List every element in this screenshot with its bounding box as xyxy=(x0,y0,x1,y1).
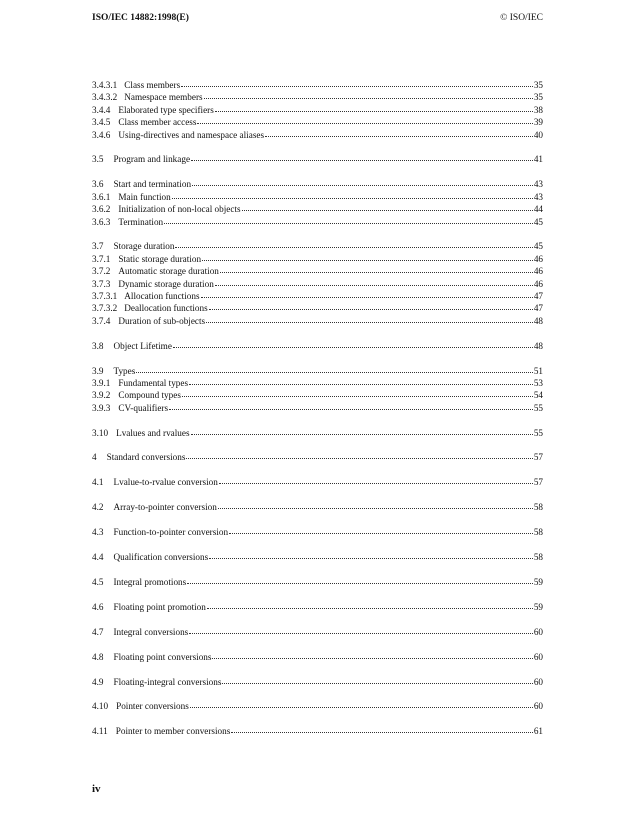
toc-leader-dots xyxy=(242,202,533,211)
toc-entry-page: 60 xyxy=(533,626,543,637)
toc-leader-dots xyxy=(220,264,533,273)
toc-entry-page: 60 xyxy=(533,651,543,662)
toc-entry-title: Elaborated type specifiers xyxy=(118,104,214,115)
toc-entry-title: Fundamental types xyxy=(118,377,189,388)
toc-leader-dots xyxy=(136,364,533,373)
toc-entry-page: 60 xyxy=(533,701,543,712)
toc-entry-title: Floating-integral conversions xyxy=(113,676,222,687)
toc-entry-page: 44 xyxy=(533,204,543,215)
toc-entry-page: 35 xyxy=(533,92,543,103)
toc-entry-page: 41 xyxy=(533,154,543,165)
toc-entry-title: Start and termination xyxy=(113,179,192,190)
toc-entry-title: Lvalues and rvalues xyxy=(116,427,190,438)
toc-entry-page: 39 xyxy=(533,117,543,128)
toc-entry-number: 3.7.1 xyxy=(92,253,111,264)
toc-entry-page: 43 xyxy=(533,191,543,202)
toc-entry-number: 3.7.2 xyxy=(92,266,111,277)
toc-entry-page: 59 xyxy=(533,601,543,612)
toc-leader-dots xyxy=(209,301,533,310)
toc-leader-dots xyxy=(191,426,533,435)
toc-entry-title: Floating point conversions xyxy=(113,651,212,662)
toc-entry[interactable] xyxy=(92,427,543,439)
toc-entry-page: 40 xyxy=(533,129,543,140)
toc-leader-dots xyxy=(201,289,533,298)
toc-entry[interactable] xyxy=(92,315,543,327)
toc-entry[interactable] xyxy=(92,476,543,488)
toc-entry-title: Dynamic storage duration xyxy=(118,278,214,289)
toc-entry-title: Allocation functions xyxy=(124,290,200,301)
toc-entry-number: 3.4.6 xyxy=(92,129,111,140)
toc-entry-title: Automatic storage duration xyxy=(118,266,219,277)
toc-entry-title: Class member access xyxy=(118,117,197,128)
toc-entry-number: 4.7 xyxy=(92,626,104,637)
toc-leader-dots xyxy=(182,388,533,397)
toc-entry-number: 4 xyxy=(92,452,97,463)
toc-entry-title: Storage duration xyxy=(113,241,175,252)
toc-entry-number: 3.4.5 xyxy=(92,117,111,128)
toc-leader-dots xyxy=(175,239,532,248)
toc-entry[interactable] xyxy=(92,601,543,613)
toc-entry-number: 3.8 xyxy=(92,340,104,351)
toc-entry[interactable] xyxy=(92,576,543,588)
toc-leader-dots xyxy=(164,215,533,224)
toc-entry[interactable] xyxy=(92,526,543,538)
toc-entry-number: 3.7.3.1 xyxy=(92,290,118,301)
toc-entry-page: 53 xyxy=(533,377,543,388)
toc-entry-title: Lvalue-to-rvalue conversion xyxy=(113,477,218,488)
toc-entry-number: 4.11 xyxy=(92,726,108,737)
toc-leader-dots xyxy=(204,90,533,99)
toc-leader-dots xyxy=(231,724,532,733)
toc-leader-dots xyxy=(222,675,532,684)
toc-entry-title: Compound types xyxy=(118,390,181,401)
toc-entry-number: 4.2 xyxy=(92,502,104,513)
toc-entry[interactable] xyxy=(92,402,543,414)
toc-entry-title: Using-directives and namespace aliases xyxy=(118,129,265,140)
toc-entry-title: Deallocation functions xyxy=(124,303,208,314)
toc-entry-title: Program and linkage xyxy=(113,154,191,165)
toc-leader-dots xyxy=(169,401,533,410)
toc-leader-dots xyxy=(186,450,532,459)
toc-entry-page: 61 xyxy=(533,726,543,737)
toc-entry[interactable] xyxy=(92,129,543,141)
toc-entry-title: Duration of sub-objects xyxy=(118,315,206,326)
toc-leader-dots xyxy=(209,550,533,559)
toc-leader-dots xyxy=(181,78,533,87)
toc-entry-title: Array-to-pointer conversion xyxy=(113,502,217,513)
toc-entry-page: 54 xyxy=(533,390,543,401)
toc-leader-dots xyxy=(202,252,533,261)
toc-entry-number: 3.7 xyxy=(92,241,104,252)
toc-entry-page: 58 xyxy=(533,527,543,538)
page-number: iv xyxy=(92,783,101,795)
toc-entry-number: 3.10 xyxy=(92,427,109,438)
toc-entry-title: Static storage duration xyxy=(118,253,202,264)
toc-entry-page: 48 xyxy=(533,340,543,351)
toc-entry-page: 55 xyxy=(533,427,543,438)
toc-entry-number: 3.4.3.1 xyxy=(92,80,118,90)
toc-entry-number: 3.7.3.2 xyxy=(92,303,118,314)
toc-entry-number: 3.5 xyxy=(92,154,104,165)
toc-entry-number: 3.7.4 xyxy=(92,315,111,326)
toc-entry-number: 3.9.1 xyxy=(92,377,111,388)
toc-entry[interactable] xyxy=(92,340,543,352)
toc-entry-title: Namespace members xyxy=(124,92,203,103)
toc-entry-title: Integral promotions xyxy=(113,576,187,587)
toc-entry-title: Function-to-pointer conversion xyxy=(113,527,229,538)
toc-entry-number: 3.9 xyxy=(92,365,104,376)
toc-entry-page: 58 xyxy=(533,552,543,563)
toc-entry-page: 47 xyxy=(533,290,543,301)
toc-entry-number: 4.3 xyxy=(92,527,104,538)
toc-entry[interactable] xyxy=(92,651,543,663)
toc-entry[interactable] xyxy=(92,700,543,712)
toc-entry[interactable] xyxy=(92,153,543,165)
toc-leader-dots xyxy=(191,152,533,161)
toc-leader-dots xyxy=(212,650,532,659)
toc-leader-dots xyxy=(197,115,532,124)
toc-entry-number: 3.6.1 xyxy=(92,191,111,202)
toc-entry-number: 3.6 xyxy=(92,179,104,190)
toc-entry-title: Integral conversions xyxy=(113,626,189,637)
toc-entry-page: 45 xyxy=(533,216,543,227)
toc-entry-page: 43 xyxy=(533,179,543,190)
toc-entry-title: Termination xyxy=(118,216,164,227)
toc-leader-dots xyxy=(265,128,533,137)
toc-leader-dots xyxy=(189,376,533,385)
toc-leader-dots xyxy=(219,475,533,484)
toc-entry-title: Pointer conversions xyxy=(116,701,189,712)
toc-entry-number: 3.6.2 xyxy=(92,204,111,215)
toc-leader-dots xyxy=(192,177,533,186)
toc-entry-page: 46 xyxy=(533,278,543,289)
toc-entry-number: 4.6 xyxy=(92,601,104,612)
toc-entry-title: Object Lifetime xyxy=(113,340,172,351)
toc-leader-dots xyxy=(187,575,533,584)
toc-entry-page: 57 xyxy=(533,477,543,488)
toc-entry-page: 60 xyxy=(533,676,543,687)
toc-entry-number: 3.4.3.2 xyxy=(92,92,118,103)
toc-entry-number: 4.5 xyxy=(92,576,104,587)
toc-leader-dots xyxy=(207,600,533,609)
toc-entry-number: 4.9 xyxy=(92,676,104,687)
toc-entry[interactable] xyxy=(92,725,543,737)
toc-entry-page: 46 xyxy=(533,253,543,264)
toc-leader-dots xyxy=(172,190,533,199)
toc-entry-page: 45 xyxy=(533,241,543,252)
toc-entry-page: 51 xyxy=(533,365,543,376)
toc-entry[interactable] xyxy=(92,501,543,513)
toc-entry-number: 3.9.3 xyxy=(92,402,111,413)
toc-entry-page: 59 xyxy=(533,576,543,587)
toc-entry[interactable] xyxy=(92,451,543,463)
toc-entry-number: 4.4 xyxy=(92,552,104,563)
toc-entry[interactable] xyxy=(92,626,543,638)
toc-leader-dots xyxy=(215,277,533,286)
toc-leader-dots xyxy=(190,699,533,708)
header-standard-id: ISO/IEC 14882:1998(E) xyxy=(92,13,189,23)
toc-entry-page: 58 xyxy=(533,502,543,513)
toc-leader-dots xyxy=(218,500,533,509)
toc-entry-number: 3.4.4 xyxy=(92,104,111,115)
toc-entry-title: Qualification conversions xyxy=(113,552,209,563)
toc-entry-number: 4.10 xyxy=(92,701,109,712)
toc-entry-page: 55 xyxy=(533,402,543,413)
toc-entry-number: 3.9.2 xyxy=(92,390,111,401)
table-of-contents xyxy=(92,79,543,738)
toc-entry[interactable] xyxy=(92,216,543,228)
toc-entry-title: Types xyxy=(113,365,136,376)
toc-entry-page: 57 xyxy=(533,452,543,463)
toc-entry-title: Floating point promotion xyxy=(113,601,206,612)
toc-entry-page: 48 xyxy=(533,315,543,326)
header-copyright: © ISO/IEC xyxy=(500,13,543,23)
toc-leader-dots xyxy=(229,525,533,534)
toc-leader-dots xyxy=(215,103,533,112)
toc-entry-title: Standard conversions xyxy=(106,452,186,463)
toc-leader-dots xyxy=(189,625,533,634)
toc-entry-title: Class members xyxy=(124,80,181,90)
toc-entry-number: 4.8 xyxy=(92,651,104,662)
toc-leader-dots xyxy=(206,314,533,323)
toc-entry-title: Pointer to member conversions xyxy=(115,726,231,737)
toc-entry-number: 4.1 xyxy=(92,477,104,488)
toc-leader-dots xyxy=(173,339,533,348)
toc-entry[interactable] xyxy=(92,551,543,563)
toc-entry-number: 3.6.3 xyxy=(92,216,111,227)
toc-entry[interactable] xyxy=(92,676,543,688)
toc-entry-title: CV-qualifiers xyxy=(118,402,169,413)
toc-entry-title: Initialization of non-local objects xyxy=(118,204,241,215)
toc-entry-number: 3.7.3 xyxy=(92,278,111,289)
toc-entry-title: Main function xyxy=(118,191,171,202)
toc-entry-page: 38 xyxy=(533,104,543,115)
toc-entry-page: 46 xyxy=(533,266,543,277)
toc-entry-page: 47 xyxy=(533,303,543,314)
toc-entry-page: 35 xyxy=(533,80,543,90)
